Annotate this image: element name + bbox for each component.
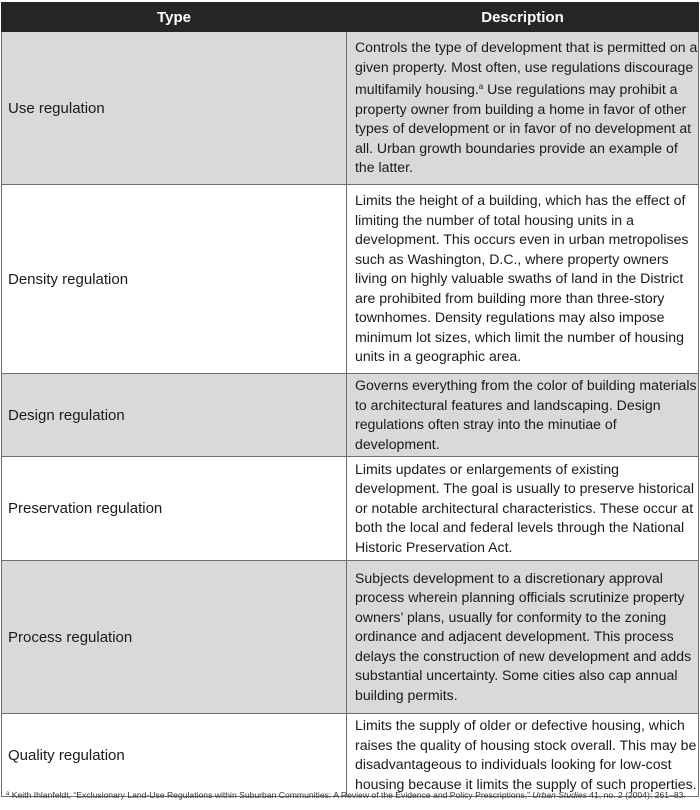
type-cell: Preservation regulation [2,457,347,561]
type-cell: Density regulation [2,185,347,374]
description-text: Controls the type of development that is permitted on a given property. Most often, use regulations discourage multifamily housing. [355,39,698,98]
description-cell: Governs everything from the color of building materials to architectural features and landscaping. Design regulations often stray into the minutiae of development. [347,374,699,457]
table-row [2,185,699,374]
regulation-types-table [1,2,699,797]
type-cell: Quality regulation [2,714,347,797]
header-type: Type [2,3,347,32]
header-description: Description [347,3,699,32]
type-cell: Process regulation [2,561,347,714]
description-text-cont: Use regulations may prohibit a property owner from building a home in favor of other types of development or in favor of no development at all. Urban growth boundaries provide an example of the latter. [355,81,692,176]
footnote-citation: 41, no. 2 (2004): 261–83. [586,790,686,800]
table-row [2,714,699,797]
table-row [2,457,699,561]
table-row [2,561,699,714]
table-row [2,374,699,457]
table-header-row [2,3,699,32]
type-cell: Use regulation [2,32,347,185]
description-cell: Limits updates or enlargements of existing development. The goal is usually to preserve historical or notable architectural characteristics. These occur at both the local and federal levels through the National Historic Preservation Act. [347,457,699,561]
table-row [2,32,699,185]
footnote-text: Keith Ihlanfeldt, “Exclusionary Land-Use Regulations within Suburban Communities: A Review of the Evidence and Policy Prescriptions,” [9,790,533,800]
description-cell: Subjects development to a discretionary approval process wherein planning officials scrutinize property owners’ plans, usually for conformity to the zoning ordinance and adjacent development. This process delays the construction of new development and adds substantial uncertainty. Some cities also cap annual building permits. [347,561,699,714]
description-cell [347,32,699,185]
footnote-journal: Urban Studies [532,790,587,800]
footnote-marker: a [478,82,484,92]
description-cell: Limits the height of a building, which has the effect of limiting the number of total housing units in a development. This occurs even in urban metropolises such as Washington, D.C., where property owners living on highly valuable swaths of land in the District are prohibited from building more than three-story townhomes. Density regulations may also impose minimum lot sizes, which limit the number of housing units in a geographic area. [347,185,699,374]
footnote [6,790,696,800]
type-cell: Design regulation [2,374,347,457]
description-cell: Limits the supply of older or defective housing, which raises the quality of housing stock overall. This may be disadvantageous to individuals looking for low-cost housing because it limits the supply of such properties. [347,714,699,797]
footnote-marker: a [6,791,10,797]
